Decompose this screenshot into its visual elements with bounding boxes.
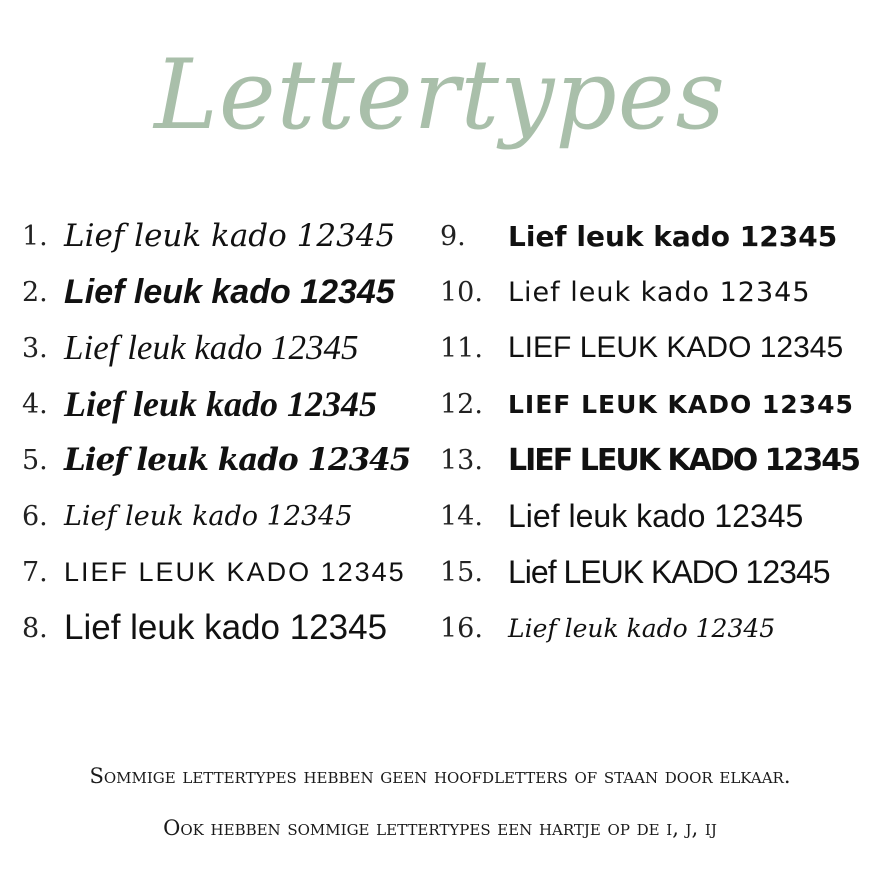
font-sample: Lief leuk kado 12345: [64, 384, 377, 424]
font-item-7: [22, 544, 432, 600]
font-item-6: [22, 488, 432, 544]
font-item-3: [22, 320, 432, 376]
font-item-12: [440, 376, 870, 432]
font-number: 3.: [22, 332, 48, 364]
font-item-10: [440, 264, 870, 320]
font-number: 1.: [22, 220, 48, 252]
font-number: 10.: [440, 276, 483, 308]
font-item-13: [440, 432, 870, 488]
font-sample: Lief leuk kado 12345: [508, 276, 811, 308]
font-number: 14.: [440, 500, 483, 532]
font-number: 4.: [22, 388, 48, 420]
font-sample: Lief leuk kado 12345: [508, 219, 838, 253]
font-number: 9.: [440, 220, 466, 252]
footnote-line: Sommige lettertypes hebben geen hoofdletters of staan door elkaar.: [89, 764, 791, 788]
font-item-8: [22, 600, 432, 656]
font-number: 8.: [22, 612, 48, 644]
font-sample: LIEF LEUK KADO 12345: [508, 331, 844, 364]
font-sample: Lief leuk kado 12345: [64, 608, 388, 647]
font-item-1: [22, 208, 432, 264]
font-sample: Lief leuk kado 12345: [64, 328, 359, 367]
font-number: 5.: [22, 444, 48, 476]
font-sample: Lief leuk kado 12345: [64, 272, 395, 311]
font-item-15: [440, 544, 870, 600]
font-number: 16.: [440, 612, 483, 644]
page-title: Lettertypes: [154, 39, 726, 151]
font-number: 11.: [440, 332, 483, 364]
font-number: 12.: [440, 388, 483, 420]
font-number: 2.: [22, 276, 48, 308]
font-number: 7.: [22, 556, 48, 588]
font-item-11: [440, 320, 870, 376]
font-sample: Lief leuk kado 12345: [64, 218, 396, 254]
font-item-14: [440, 488, 870, 544]
font-number: 13.: [440, 444, 483, 476]
font-list-right: [440, 208, 870, 656]
font-item-5: [22, 432, 432, 488]
font-sample: Lief leuk kado 12345: [64, 442, 411, 478]
font-sample: Lief LEUK KADO 12345: [508, 553, 830, 590]
font-sample: LIEF LEUK KADO 12345: [508, 389, 854, 419]
font-list-left: [22, 208, 432, 656]
font-item-4: [22, 376, 432, 432]
font-sample: LIEF LEUK KADO 12345: [64, 556, 406, 587]
font-item-16: [440, 600, 870, 656]
font-item-2: [22, 264, 432, 320]
font-sample: Lief leuk kado 12345: [64, 500, 353, 532]
font-sample: LIEF LEUK KADO 12345: [508, 442, 860, 478]
font-sample: Lief leuk kado 12345: [508, 497, 804, 534]
footnote: [0, 752, 880, 856]
font-number: 6.: [22, 500, 48, 532]
font-sample: Lief leuk kado 12345: [508, 613, 776, 643]
font-number: 15.: [440, 556, 483, 588]
footnote-line: Ook hebben sommige lettertypes een hartje op de i, j, ij: [163, 816, 717, 840]
font-item-9: [440, 208, 870, 264]
